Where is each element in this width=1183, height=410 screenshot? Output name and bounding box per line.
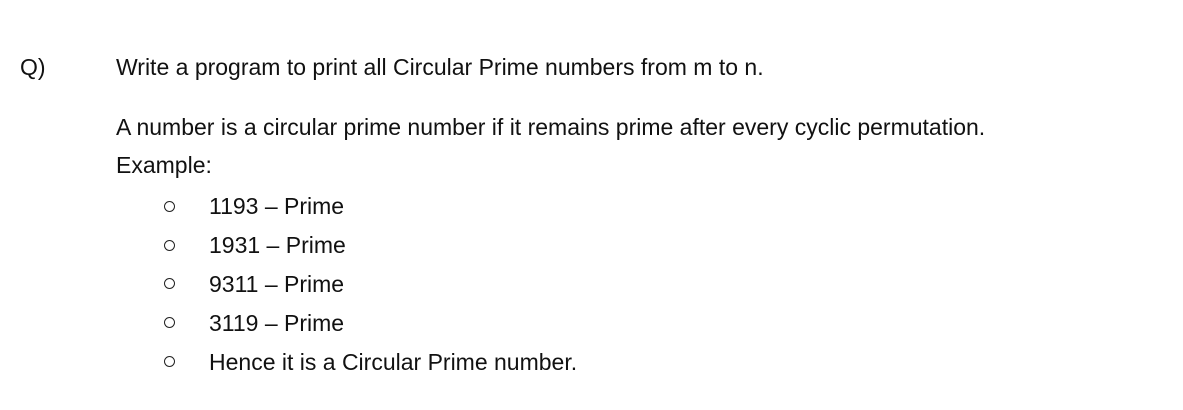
list-item-text: 1193 – Prime (209, 193, 345, 220)
list-item-text: 3119 – Prime (209, 309, 345, 336)
definition-text: A number is a circular prime number if it remains prime after every cyclic permutation. (116, 114, 986, 140)
circle-bullet-icon (164, 317, 175, 328)
list-item (160, 187, 577, 226)
list-item-text: 1931 – Prime (209, 232, 346, 259)
list-item (160, 342, 577, 381)
list-item (160, 303, 577, 342)
circle-bullet-icon (164, 201, 175, 212)
example-label: Example: (116, 152, 212, 178)
list-item-text: 9311 – Prime (209, 270, 345, 297)
question-text: Write a program to print all Circular Prime numbers from m to n. (116, 54, 764, 80)
list-item (160, 226, 577, 265)
question-label: Q) (20, 54, 46, 80)
list-item-text: Hence it is a Circular Prime number. (209, 348, 578, 375)
example-list (160, 187, 577, 381)
circle-bullet-icon (164, 356, 175, 367)
list-item (160, 265, 577, 304)
circle-bullet-icon (164, 278, 175, 289)
circle-bullet-icon (164, 240, 175, 251)
